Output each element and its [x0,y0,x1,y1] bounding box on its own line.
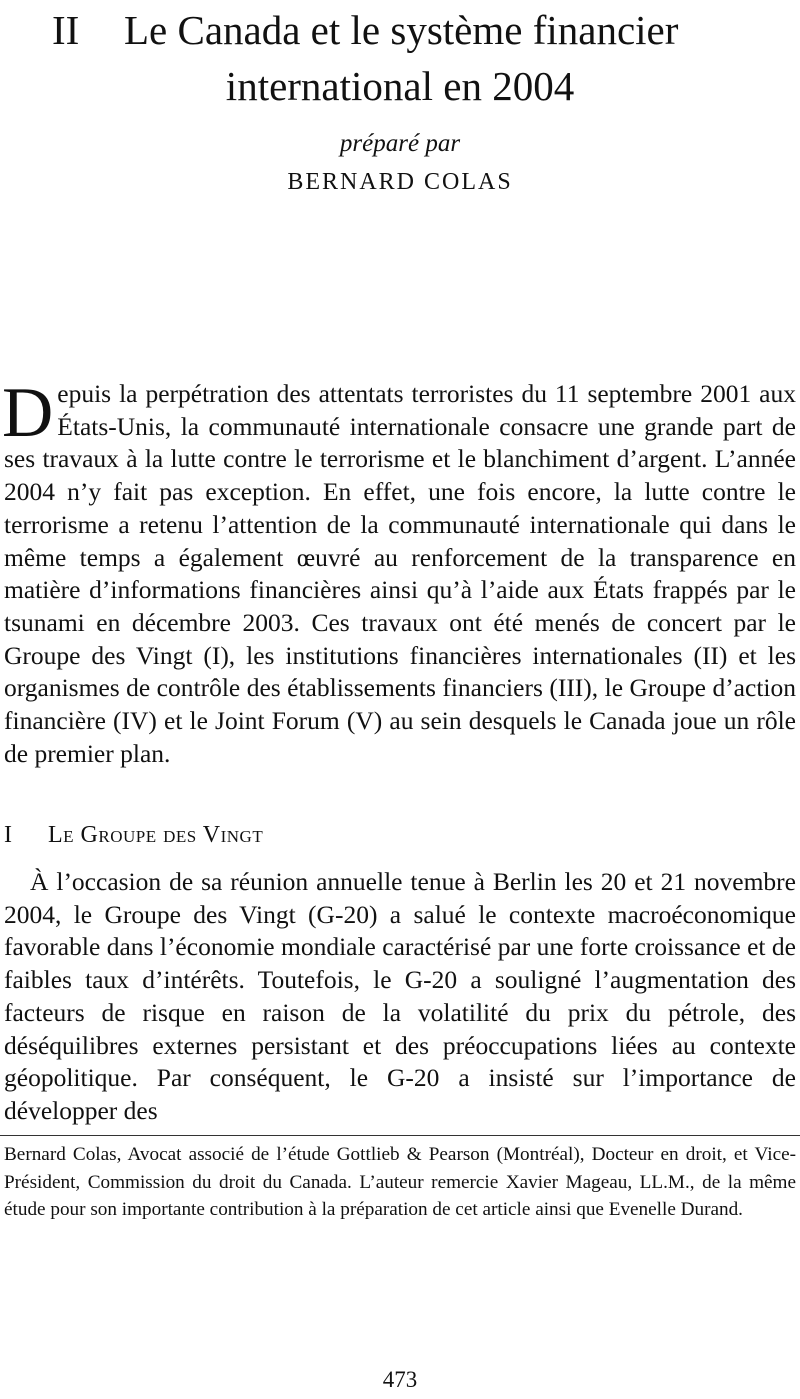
footnote: Bernard Colas, Avocat associé de l’étude Gottlieb & Pearson (Montréal), Docteur en droit, et Vice-Président, Commission du droit du Canada. L’auteur remercie Xavier Mageau, LL.M., de la même étude pour son importante contribution à la préparation de cet article ainsi que Evenelle Durand. [4,1144,796,1220]
section-paragraph: À l’occasion de sa réunion annuelle tenue à Berlin les 20 et 21 novembre 2004, le Groupe des Vingt (G-20) a salué le contexte macroéconomique favorable dans l’économie mondiale caractérisé par une forte croissance et de faibles taux d’intérêts. Toutefois, le G-20 a souligné l’augmentation des facteurs de risque en raison de la volatilité du prix du pétrole, des déséquilibres externes persistant et des préoccupations liées au contexte géopolitique. Par conséquent, le G-20 a insisté sur l’importance de développer des [4,867,796,1125]
intro-text: epuis la perpétration des attentats terroristes du 11 septembre 2001 aux États-Unis, la communauté internationale consacre une grande part de ses travaux à la lutte contre le terrorisme et le blanchiment d’argent. L’année 2004 n’y fait pas exception. En effet, une fois encore, la lutte contre le terrorisme a retenu l’attention de la communauté internationale qui dans le même temps a également œuvré au renforcement de la transparence en matière d’informations financières ainsi qu’à l’aide aux États frappés par le tsunami en décembre 2003. Ces travaux ont été menés de concert par le Groupe des Vingt (I), les institutions financières internationales (II) et les organismes de contrôle des établissements financiers (III), le Groupe d’action financière (IV) et le Joint Forum (V) au sein desquels le Canada joue un rôle de premier plan. [4,379,796,768]
footnote-divider [0,1135,800,1136]
page-number: 473 [382,1367,418,1392]
drop-cap: D [2,374,54,452]
section-heading-title: Le Groupe des Vingt [48,822,264,848]
section-number: II [52,7,80,53]
byline: préparé par [339,130,461,157]
author-name: BERNARD COLAS [287,169,513,195]
section-heading-number: I [4,822,13,848]
title-line-1: Le Canada et le système financier [124,7,679,53]
intro-paragraph [2,374,796,770]
title-line-2: international en 2004 [225,63,575,109]
section-heading [4,822,263,849]
